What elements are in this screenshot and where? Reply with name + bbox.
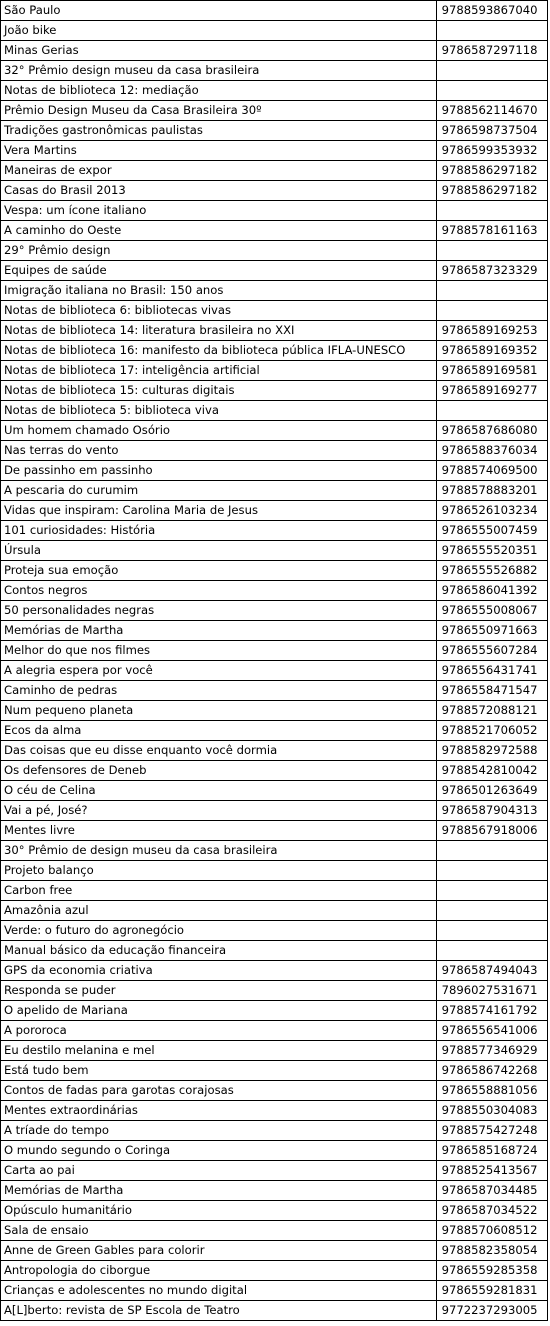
table-row	[1, 81, 548, 101]
table-row	[1, 161, 548, 181]
title-cell[interactable]: Eu destilo melanina e mel	[1, 1041, 437, 1061]
isbn-cell[interactable]: 9788574069500	[436, 461, 547, 481]
table-row	[1, 901, 548, 921]
isbn-cell[interactable]: 9786555526882	[436, 561, 547, 581]
table-row	[1, 641, 548, 661]
title-cell[interactable]: 30° Prêmio de design museu da casa brasileira	[1, 841, 437, 861]
isbn-cell[interactable]: 9786586742268	[436, 1061, 547, 1081]
isbn-cell[interactable]: 9788586297182	[436, 161, 547, 181]
table-row	[1, 961, 548, 981]
title-cell[interactable]: 29° Prêmio design	[1, 241, 437, 261]
table-row	[1, 1121, 548, 1141]
isbn-cell[interactable]: 9786589169352	[436, 341, 547, 361]
table-row	[1, 1281, 548, 1301]
table-row	[1, 581, 548, 601]
table-row	[1, 101, 548, 121]
table-row	[1, 981, 548, 1001]
isbn-cell[interactable]: 9786555008067	[436, 601, 547, 621]
isbn-cell[interactable]: 9788593867040	[436, 1, 547, 21]
title-cell[interactable]: Maneiras de expor	[1, 161, 437, 181]
table-row	[1, 1081, 548, 1101]
isbn-cell[interactable]	[436, 241, 547, 261]
table-row	[1, 241, 548, 261]
isbn-cell[interactable]: 9786550971663	[436, 621, 547, 641]
isbn-cell[interactable]	[436, 921, 547, 941]
isbn-cell[interactable]: 9788582358054	[436, 1241, 547, 1261]
isbn-cell[interactable]: 9788572088121	[436, 701, 547, 721]
title-cell[interactable]: Antropologia do ciborgue	[1, 1261, 437, 1281]
table-row	[1, 1221, 548, 1241]
title-cell[interactable]: Notas de biblioteca 5: biblioteca viva	[1, 401, 437, 421]
isbn-cell[interactable]: 9788577346929	[436, 1041, 547, 1061]
table-row	[1, 441, 548, 461]
isbn-cell[interactable]: 9788542810042	[436, 761, 547, 781]
title-cell[interactable]: Casas do Brasil 2013	[1, 181, 437, 201]
isbn-cell[interactable]: 9786589169277	[436, 381, 547, 401]
title-cell[interactable]: Está tudo bem	[1, 1061, 437, 1081]
title-cell[interactable]: Mentes livre	[1, 821, 437, 841]
isbn-cell[interactable]	[436, 21, 547, 41]
table-row	[1, 481, 548, 501]
table-row	[1, 1101, 548, 1121]
title-cell[interactable]: Mentes extraordinárias	[1, 1101, 437, 1121]
title-cell[interactable]: A[L]berto: revista de SP Escola de Teatro	[1, 1301, 437, 1321]
isbn-cell[interactable]: 9788521706052	[436, 721, 547, 741]
table-row	[1, 1161, 548, 1181]
table-row	[1, 501, 548, 521]
title-cell[interactable]: Melhor do que nos filmes	[1, 641, 437, 661]
table-row	[1, 1, 548, 21]
table-row	[1, 221, 548, 241]
table-row	[1, 1141, 548, 1161]
table-row	[1, 461, 548, 481]
isbn-cell[interactable]	[436, 201, 547, 221]
title-cell[interactable]: Vai a pé, José?	[1, 801, 437, 821]
table-row	[1, 721, 548, 741]
table-row	[1, 1021, 548, 1041]
isbn-cell[interactable]: 9788582972588	[436, 741, 547, 761]
table-row	[1, 361, 548, 381]
table-row	[1, 681, 548, 701]
table-row	[1, 821, 548, 841]
table-row	[1, 841, 548, 861]
isbn-cell[interactable]: 9788578883201	[436, 481, 547, 501]
isbn-cell[interactable]: 9786559281831	[436, 1281, 547, 1301]
table-row	[1, 601, 548, 621]
title-cell[interactable]: Das coisas que eu disse enquanto você dormia	[1, 741, 437, 761]
isbn-cell[interactable]: 9788550304083	[436, 1101, 547, 1121]
title-cell[interactable]: Imigração italiana no Brasil: 150 anos	[1, 281, 437, 301]
title-cell[interactable]: Tradições gastronômicas paulistas	[1, 121, 437, 141]
table-row	[1, 801, 548, 821]
title-cell[interactable]: Verde: o futuro do agronegócio	[1, 921, 437, 941]
title-cell[interactable]: 101 curiosidades: História	[1, 521, 437, 541]
isbn-cell[interactable]	[436, 901, 547, 921]
title-cell[interactable]: Prêmio Design Museu da Casa Brasileira 30º	[1, 101, 437, 121]
isbn-cell[interactable]: 7896027531671	[436, 981, 547, 1001]
isbn-cell[interactable]: 9786555607284	[436, 641, 547, 661]
title-cell[interactable]: Crianças e adolescentes no mundo digital	[1, 1281, 437, 1301]
title-cell[interactable]: Ecos da alma	[1, 721, 437, 741]
table-row	[1, 1241, 548, 1261]
table-row	[1, 381, 548, 401]
table-row	[1, 661, 548, 681]
title-cell[interactable]: A pororoca	[1, 1021, 437, 1041]
title-cell[interactable]: 50 personalidades negras	[1, 601, 437, 621]
title-cell[interactable]: Carbon free	[1, 881, 437, 901]
table-row	[1, 881, 548, 901]
title-cell[interactable]: Notas de biblioteca 6: bibliotecas vivas	[1, 301, 437, 321]
title-cell[interactable]: São Paulo	[1, 1, 437, 21]
title-cell[interactable]: Memórias de Martha	[1, 621, 437, 641]
isbn-cell[interactable]	[436, 861, 547, 881]
table-row	[1, 201, 548, 221]
isbn-cell[interactable]: 9788575427248	[436, 1121, 547, 1141]
isbn-cell[interactable]: 9788570608512	[436, 1221, 547, 1241]
isbn-cell[interactable]: 9786598737504	[436, 121, 547, 141]
table-body	[1, 1, 548, 1321]
title-cell[interactable]: Responda se puder	[1, 981, 437, 1001]
table-row	[1, 741, 548, 761]
title-cell[interactable]: Notas de biblioteca 12: mediação	[1, 81, 437, 101]
title-cell[interactable]: O mundo segundo o Coringa	[1, 1141, 437, 1161]
table-row	[1, 141, 548, 161]
table-row	[1, 61, 548, 81]
table-row	[1, 401, 548, 421]
table-row	[1, 321, 548, 341]
title-cell[interactable]: Vidas que inspiram: Carolina Maria de Jesus	[1, 501, 437, 521]
title-cell[interactable]: Opúsculo humanitário	[1, 1201, 437, 1221]
table-row	[1, 281, 548, 301]
isbn-cell[interactable]: 9786587494043	[436, 961, 547, 981]
table-row	[1, 701, 548, 721]
isbn-cell[interactable]: 9788567918006	[436, 821, 547, 841]
isbn-cell[interactable]	[436, 81, 547, 101]
title-cell[interactable]: João bike	[1, 21, 437, 41]
title-cell[interactable]: Contos negros	[1, 581, 437, 601]
isbn-cell[interactable]: 9786587297118	[436, 41, 547, 61]
isbn-cell[interactable]: 9788574161792	[436, 1001, 547, 1021]
title-cell[interactable]: Caminho de pedras	[1, 681, 437, 701]
isbn-cell[interactable]	[436, 61, 547, 81]
isbn-cell[interactable]: 9786558881056	[436, 1081, 547, 1101]
title-cell[interactable]: Num pequeno planeta	[1, 701, 437, 721]
title-cell[interactable]: Projeto balanço	[1, 861, 437, 881]
title-cell[interactable]: Notas de biblioteca 17: inteligência artificial	[1, 361, 437, 381]
title-cell[interactable]: Amazônia azul	[1, 901, 437, 921]
isbn-cell[interactable]	[436, 941, 547, 961]
isbn-cell[interactable]: 9786501263649	[436, 781, 547, 801]
isbn-cell[interactable]: 9786556431741	[436, 661, 547, 681]
title-cell[interactable]: A caminho do Oeste	[1, 221, 437, 241]
isbn-cell[interactable]: 9786555007459	[436, 521, 547, 541]
title-cell[interactable]: Manual básico da educação financeira	[1, 941, 437, 961]
isbn-cell[interactable]	[436, 281, 547, 301]
isbn-cell[interactable]: 9786559285358	[436, 1261, 547, 1281]
isbn-cell[interactable]: 9786589169253	[436, 321, 547, 341]
title-cell[interactable]: Anne de Green Gables para colorir	[1, 1241, 437, 1261]
title-cell[interactable]: Nas terras do vento	[1, 441, 437, 461]
table-row	[1, 121, 548, 141]
title-cell[interactable]: Um homem chamado Osório	[1, 421, 437, 441]
title-cell[interactable]: Notas de biblioteca 15: culturas digitais	[1, 381, 437, 401]
isbn-cell[interactable]: 9786587686080	[436, 421, 547, 441]
title-cell[interactable]: O céu de Celina	[1, 781, 437, 801]
table-row	[1, 921, 548, 941]
table-row	[1, 181, 548, 201]
table-row	[1, 621, 548, 641]
title-cell[interactable]: Sala de ensaio	[1, 1221, 437, 1241]
table-row	[1, 1181, 548, 1201]
isbn-cell[interactable]: 9786589169581	[436, 361, 547, 381]
table-row	[1, 421, 548, 441]
isbn-cell[interactable]	[436, 841, 547, 861]
isbn-cell[interactable]: 9786588376034	[436, 441, 547, 461]
table-row	[1, 301, 548, 321]
table-row	[1, 941, 548, 961]
table-row	[1, 1041, 548, 1061]
title-cell[interactable]: Vera Martins	[1, 141, 437, 161]
isbn-cell[interactable]: 9786585168724	[436, 1141, 547, 1161]
table-row	[1, 261, 548, 281]
title-cell[interactable]: Proteja sua emoção	[1, 561, 437, 581]
title-cell[interactable]: Carta ao pai	[1, 1161, 437, 1181]
isbn-cell[interactable]: 9772237293005	[436, 1301, 547, 1321]
table-row	[1, 761, 548, 781]
title-cell[interactable]: Memórias de Martha	[1, 1181, 437, 1201]
isbn-cell[interactable]	[436, 301, 547, 321]
table-row	[1, 781, 548, 801]
title-cell[interactable]: A tríade do tempo	[1, 1121, 437, 1141]
isbn-cell[interactable]: 9786587034485	[436, 1181, 547, 1201]
title-cell[interactable]: Equipes de saúde	[1, 261, 437, 281]
isbn-cell[interactable]: 9788525413567	[436, 1161, 547, 1181]
table-row	[1, 1201, 548, 1221]
table-row	[1, 1261, 548, 1281]
table-row	[1, 861, 548, 881]
isbn-cell[interactable]: 9786526103234	[436, 501, 547, 521]
title-cell[interactable]: Vespa: um ícone italiano	[1, 201, 437, 221]
isbn-cell[interactable]: 9786558471547	[436, 681, 547, 701]
title-cell[interactable]: Notas de biblioteca 14: literatura brasileira no XXI	[1, 321, 437, 341]
table-row	[1, 521, 548, 541]
title-cell[interactable]: Os defensores de Deneb	[1, 761, 437, 781]
table-row	[1, 341, 548, 361]
title-cell[interactable]: O apelido de Mariana	[1, 1001, 437, 1021]
isbn-cell[interactable]: 9788562114670	[436, 101, 547, 121]
table-row	[1, 1061, 548, 1081]
isbn-cell[interactable]: 9786587904313	[436, 801, 547, 821]
isbn-cell[interactable]: 9786587034522	[436, 1201, 547, 1221]
table-row	[1, 21, 548, 41]
title-cell[interactable]: GPS da economia criativa	[1, 961, 437, 981]
table-row	[1, 541, 548, 561]
isbn-cell[interactable]	[436, 401, 547, 421]
isbn-cell[interactable]: 9788578161163	[436, 221, 547, 241]
table-row	[1, 1001, 548, 1021]
title-cell[interactable]: A alegria espera por você	[1, 661, 437, 681]
title-cell[interactable]: Minas Gerias	[1, 41, 437, 61]
isbn-cell[interactable]: 9786599353932	[436, 141, 547, 161]
title-cell[interactable]: 32° Prêmio design museu da casa brasileira	[1, 61, 437, 81]
isbn-cell[interactable]	[436, 881, 547, 901]
title-cell[interactable]: De passinho em passinho	[1, 461, 437, 481]
title-cell[interactable]: A pescaria do curumim	[1, 481, 437, 501]
table-row	[1, 1301, 548, 1321]
isbn-cell[interactable]: 9786556541006	[436, 1021, 547, 1041]
title-cell[interactable]: Úrsula	[1, 541, 437, 561]
isbn-cell[interactable]: 9786555520351	[436, 541, 547, 561]
isbn-cell[interactable]: 9786586041392	[436, 581, 547, 601]
title-cell[interactable]: Contos de fadas para garotas corajosas	[1, 1081, 437, 1101]
title-cell[interactable]: Notas de biblioteca 16: manifesto da biblioteca pública IFLA-UNESCO	[1, 341, 437, 361]
isbn-cell[interactable]: 9786587323329	[436, 261, 547, 281]
isbn-cell[interactable]: 9788586297182	[436, 181, 547, 201]
table-row	[1, 41, 548, 61]
table-row	[1, 561, 548, 581]
